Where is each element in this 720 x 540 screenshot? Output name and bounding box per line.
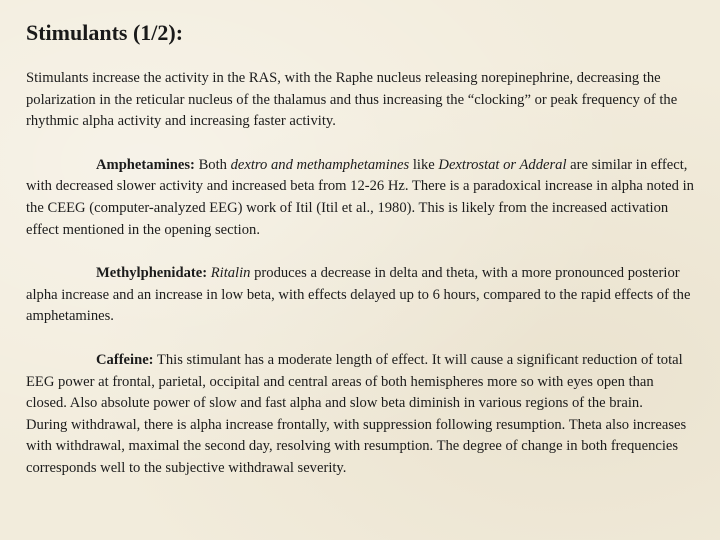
amphetamines-text-2: like <box>409 156 439 173</box>
slide-title: Stimulants (1/2): <box>26 20 184 45</box>
caffeine-text-1: This stimulant has a moderate length of effect. It will cause a significant reduction of total EEG power at frontal, parietal, occipital and central areas of both hemispheres more so with eyes open than closed. Also absolute power of slow and fast alpha and slow beta diminish in various regions of the brain. <box>26 351 683 412</box>
amphetamines-heading: Amphetamines: <box>96 156 195 173</box>
amphetamines-brand-names: Dextrostat or Adderal <box>438 156 567 173</box>
intro-paragraph: Stimulants increase the activity in the RAS, with the Raphe nucleus releasing norepinephrine, decreasing the polarization in the reticular nucleus of the thalamus and thus increasing the “clocking” or peak frequency of the rhythmic alpha activity and increasing faster activity. <box>26 70 678 130</box>
methylphenidate-brand-name: Ritalin <box>210 265 251 282</box>
caffeine-heading: Caffeine: <box>96 351 154 368</box>
amphetamines-text-1: Both <box>194 156 231 173</box>
spacer <box>26 241 694 263</box>
caffeine-withdrawal-paragraph: During withdrawal, there is alpha increase frontally, with suppression following resumption. Theta also increases with withdrawal, maximal the second day, resolving with resumption. The degree of change in both frequencies corresponds well to the subjective withdrawal severity. <box>26 416 687 476</box>
methylphenidate-paragraph <box>26 263 694 328</box>
caffeine-paragraph <box>26 350 694 415</box>
methylphenidate-heading: Methylphenidate: <box>96 265 208 282</box>
spacer <box>26 328 694 350</box>
amphetamines-drug-names: dextro and methamphetamines <box>230 156 410 173</box>
amphetamines-paragraph <box>26 155 694 241</box>
methylphenidate-text-2: produces a decrease in delta and theta, with a more pronounced posterior alpha increase and an increase in low beta, with effects delayed up to 6 hours, compared to the rapid effects of the amphetamines. <box>26 265 691 325</box>
amphetamines-text-3: are similar in effect, with decreased slower activity and increased beta from 12-26 Hz. There is a paradoxical increase in alpha noted in the CEEG (computer-analyzed EEG) work of Itil (Itil et al., 1980). This is likely from the increased activation effect mentioned in the opening section. <box>26 156 694 238</box>
spacer <box>26 133 694 155</box>
